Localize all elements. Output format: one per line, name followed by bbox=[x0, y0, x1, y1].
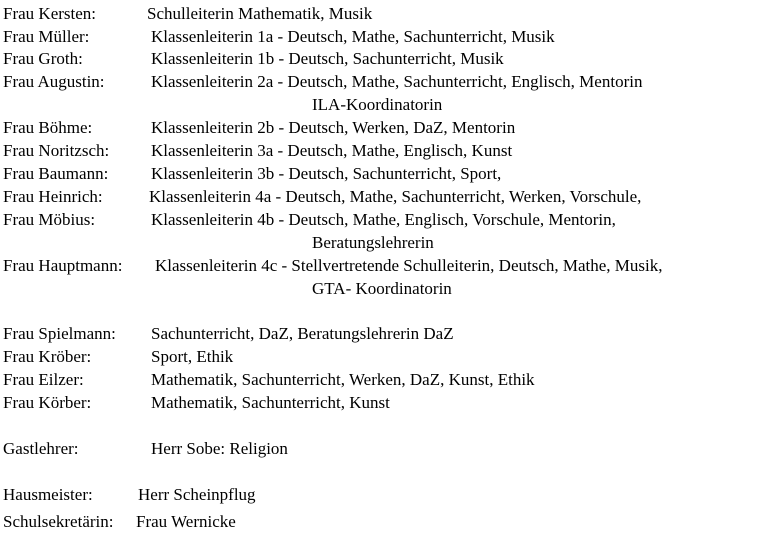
staff-role-continuation: ILA-Koordinatorin bbox=[312, 95, 443, 114]
staff-name: Frau Müller: bbox=[3, 27, 90, 46]
staff-role: Klassenleiterin 4b - Deutsch, Mathe, Englisch, Vorschule, Mentorin, bbox=[151, 210, 616, 229]
staff-name: Frau Hauptmann: bbox=[3, 256, 123, 275]
staff-name: Schulsekretärin: bbox=[3, 512, 114, 531]
staff-role: Klassenleiterin 4a - Deutsch, Mathe, Sachunterricht, Werken, Vorschule, bbox=[149, 187, 642, 206]
staff-name: Frau Heinrich: bbox=[3, 187, 103, 206]
staff-role: Klassenleiterin 4c - Stellvertretende Schulleiterin, Deutsch, Mathe, Musik, bbox=[155, 256, 663, 275]
staff-role: Klassenleiterin 1a - Deutsch, Mathe, Sachunterricht, Musik bbox=[151, 27, 555, 46]
staff-name: Frau Spielmann: bbox=[3, 324, 116, 343]
staff-role: Mathematik, Sachunterricht, Kunst bbox=[151, 393, 390, 412]
staff-role: Sport, Ethik bbox=[151, 347, 234, 366]
staff-name: Frau Eilzer: bbox=[3, 370, 84, 389]
staff-role: Klassenleiterin 3a - Deutsch, Mathe, Englisch, Kunst bbox=[151, 141, 513, 160]
staff-name: Frau Noritzsch: bbox=[3, 141, 110, 160]
staff-role: Herr Sobe: Religion bbox=[151, 439, 288, 458]
staff-role: Mathematik, Sachunterricht, Werken, DaZ, Kunst, Ethik bbox=[151, 370, 535, 389]
staff-role-continuation: Beratungslehrerin bbox=[312, 233, 434, 252]
staff-role: Herr Scheinpflug bbox=[138, 485, 256, 504]
staff-role: Frau Wernicke bbox=[136, 512, 236, 531]
staff-name: Frau Möbius: bbox=[3, 210, 96, 229]
staff-role: Klassenleiterin 3b - Deutsch, Sachunterricht, Sport, bbox=[151, 164, 502, 183]
staff-role: Klassenleiterin 2b - Deutsch, Werken, DaZ, Mentorin bbox=[151, 118, 516, 137]
staff-role: Klassenleiterin 2a - Deutsch, Mathe, Sachunterricht, Englisch, Mentorin bbox=[151, 72, 643, 91]
staff-name: Frau Augustin: bbox=[3, 72, 105, 91]
staff-role: Sachunterricht, DaZ, Beratungslehrerin DaZ bbox=[151, 324, 454, 343]
staff-name: Gastlehrer: bbox=[3, 439, 79, 458]
staff-name: Frau Böhme: bbox=[3, 118, 93, 137]
staff-name: Frau Groth: bbox=[3, 49, 83, 68]
staff-role: Klassenleiterin 1b - Deutsch, Sachunterricht, Musik bbox=[151, 49, 504, 68]
staff-name: Hausmeister: bbox=[3, 485, 93, 504]
staff-name: Frau Kröber: bbox=[3, 347, 92, 366]
staff-role-continuation: GTA- Koordinatorin bbox=[312, 279, 452, 298]
staff-name: Frau Körber: bbox=[3, 393, 92, 412]
staff-name: Frau Baumann: bbox=[3, 164, 109, 183]
staff-role: Schulleiterin Mathematik, Musik bbox=[147, 4, 373, 23]
staff-name: Frau Kersten: bbox=[3, 4, 97, 23]
